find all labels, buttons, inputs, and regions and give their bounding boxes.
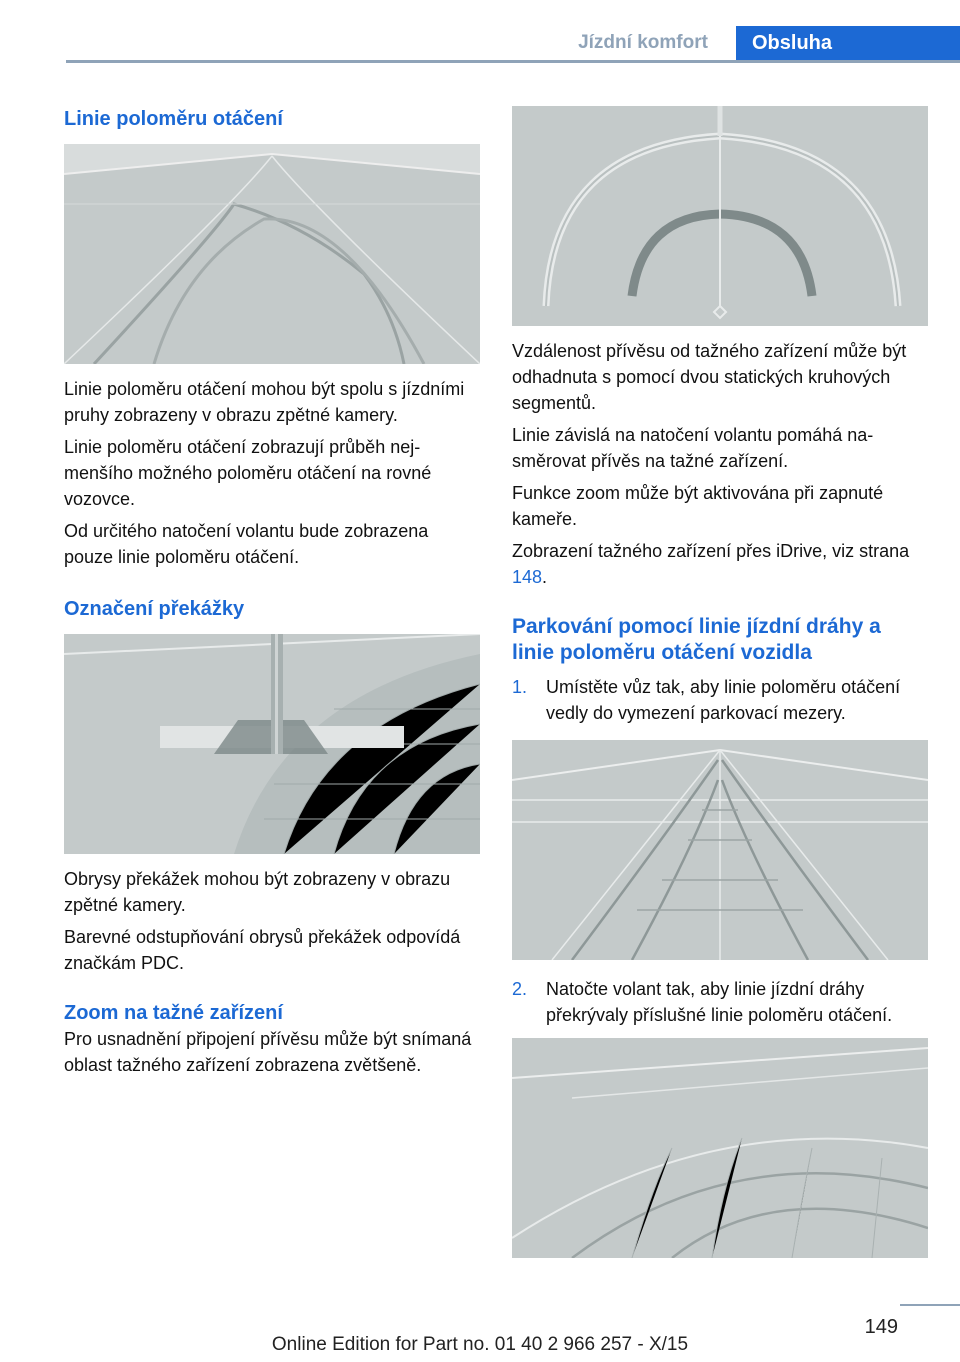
steps-list — [512, 674, 928, 726]
footer-edition: Online Edition for Part no. 01 40 2 966 257 - X/15 — [271, 1334, 689, 1355]
step-number: 1. — [512, 677, 528, 697]
paragraph: Linie poloměru otáčení mohou být spolu s jízdními pruhy zobrazeny v obrazu zpětné kamery. — [64, 379, 465, 425]
parking-lines-image — [512, 740, 928, 960]
steps-list — [512, 976, 928, 1028]
wheel-turned-image — [512, 1038, 928, 1258]
paragraph: Funkce zoom může být aktivována při zapnuté kameře. — [512, 483, 884, 529]
header-section: Jízdní komfort — [578, 32, 708, 53]
left-column — [64, 106, 480, 1084]
header-chapter: Obsluha — [736, 26, 960, 63]
step-number: 2. — [512, 979, 528, 999]
paragraph: Vzdálenost přívěsu od tažného zařízení může být odhadnuta s pomocí dvou statických kruhových segmentů. — [512, 341, 907, 413]
page-reference-link[interactable]: 148 — [512, 567, 543, 587]
reference-text: Zobrazení tažného zařízení přes iDrive, viz strana — [512, 541, 910, 561]
paragraph: Barevné odstupňování obrysů překážek odpovídá značkám PDC. — [64, 927, 461, 973]
step-text: Natočte volant tak, aby linie jízdní dráhy překrývaly příslušné linie poloměru otáčení. — [546, 979, 893, 1025]
paragraph-with-reference — [512, 538, 928, 590]
step-text: Umístěte vůz tak, aby linie poloměru otáčení vedly do vymezení parkovací mezery. — [546, 677, 901, 723]
heading-obstacle-marking: Označení překážky — [64, 598, 245, 620]
paragraph: Linie poloměru otáčení zobrazují průběh nejmenšího možného poloměru otáčení na rovné vozovce. — [64, 437, 432, 509]
paragraph: Linie závislá na natočení volantu pomáhá nasměrovat přívěs na tažné zařízení. — [512, 425, 874, 471]
paragraph: Pro usnadnění připojení přívěsu může být snímaná oblast tažného zařízení zobrazena zvětšeně. — [64, 1029, 472, 1075]
reference-text-end: . — [542, 567, 548, 587]
paragraph: Obrysy překážek mohou být zobrazeny v obrazu zpětné kamery. — [64, 869, 451, 915]
turning-radius-image — [64, 144, 480, 364]
step-1 — [512, 674, 928, 726]
obstacle-marking-image — [64, 634, 480, 854]
page-number: 149 — [864, 1316, 898, 1338]
heading-hitch-zoom: Zoom na tažné zařízení — [64, 1002, 283, 1024]
hitch-zoom-image — [512, 106, 928, 326]
header-rule — [66, 60, 960, 63]
step-2 — [512, 976, 928, 1028]
heading-turning-radius: Linie poloměru otáčení — [64, 108, 283, 130]
page-number-rule — [900, 1304, 960, 1306]
heading-parking: Parkování pomocí linie jízdní dráhy a linie poloměru otáčení vozidla — [512, 615, 881, 664]
paragraph: Od určitého natočení volantu bude zobrazena pouze linie poloměru otáčení. — [64, 521, 429, 567]
right-column — [512, 106, 928, 1258]
